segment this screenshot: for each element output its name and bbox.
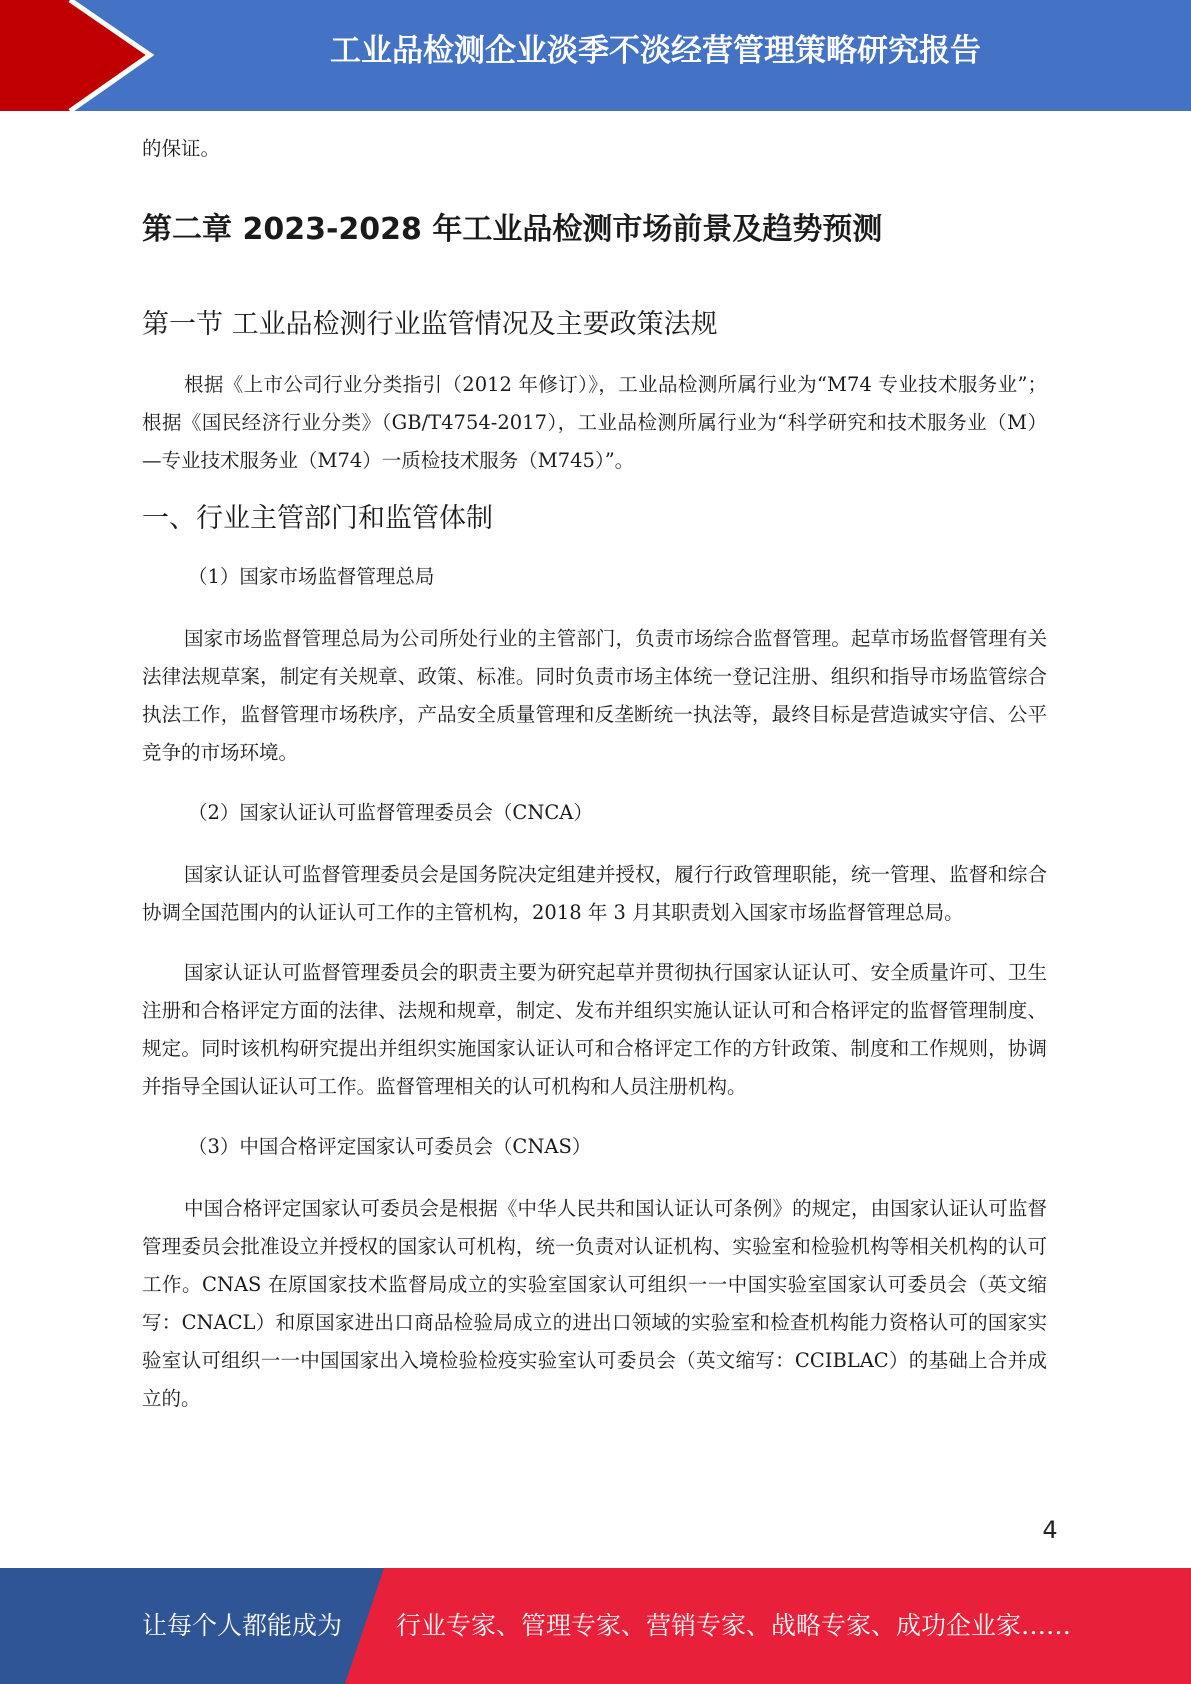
section-title: 第一节 工业品检测行业监管情况及主要政策法规: [142, 309, 718, 340]
footer-slogan-left: 让每个人都能成为: [142, 1611, 343, 1640]
page-header: [0, 0, 1191, 111]
paragraph-cnca-duties: 国家认证认可监督管理委员会的职责主要为研究起草并贯彻执行国家认证认可、安全质量许可、卫生注册和合格评定方面的法律、法规和规章，制定、发布并组织实施认证认可和合格评定的监督管理制度、规定。同时该机构研究提出并组织实施国家认证认可和合格评定工作的方针政策、制度和工作规则，协调并指导全国认证认可工作。监督管理相关的认可机构和人员注册机构。: [142, 961, 1047, 1098]
subsection-title: 一、行业主管部门和监管体制: [142, 503, 493, 534]
paragraph-continuation: 的保证。: [142, 137, 221, 160]
header-red-chevron: [0, 0, 150, 111]
page-footer: [0, 1568, 1191, 1684]
list-item-samr: （1）国家市场监督管理总局: [188, 565, 435, 588]
list-item-cnca: （2）国家认证认可监督管理委员会（CNCA）: [188, 801, 593, 824]
paragraph-samr: 国家市场监督管理总局为公司所处行业的主管部门，负责市场综合监督管理。起草市场监督管理有关法律法规草案，制定有关规章、政策、标准。同时负责市场主体统一登记注册、组织和指导市场监管综合执法工作，监督管理市场秩序，产品安全质量管理和反垄断统一执法等，最终目标是营造诚实守信、公平竞争的市场环境。: [142, 627, 1047, 764]
chapter-title: 第二章 2023-2028 年工业品检测市场前景及趋势预测: [142, 212, 883, 247]
paragraph-cnas: 中国合格评定国家认可委员会是根据《中华人民共和国认证认可条例》的规定，由国家认证认可监督管理委员会批准设立并授权的国家认可机构，统一负责对认证机构、实验室和检验机构等相关机构的认可工作。CNAS 在原国家技术监督局成立的实验室国家认可组织一一中国实验室国家认可委员会（英文缩写：CNACL）和原国家进出口商品检验局成立的进出口领域的实验室和检查机构能力资格认可的国家实验室认可组织一一中国国家出入境检验检疫实验室认可委员会（英文缩写：CCIBLAC）的基础上合并成立的。: [142, 1197, 1047, 1410]
list-item-cnas: （3）中国合格评定国家认可委员会（CNAS）: [188, 1135, 592, 1158]
footer-slogan-right: 行业专家、管理专家、营销专家、战略专家、成功企业家……: [396, 1611, 1072, 1640]
paragraph-cnca-intro: 国家认证认可监督管理委员会是国务院决定组建并授权，履行行政管理职能，统一管理、监督和综合协调全国范围内的认证认可工作的主管机构，2018 年 3 月其职责划入国家市场监督管理总局。: [142, 863, 1047, 924]
page-number: 4: [1042, 1516, 1058, 1544]
paragraph-industry-classification: 根据《上市公司行业分类指引（2012 年修订）》，工业品检测所属行业为“M74 专业技术服务业”；根据《国民经济行业分类》（GB/T4754-2017），工业品检测所属行业为“科学研究和技术服务业（M）—专业技术服务业（M74）一质检技术服务（M745）”。: [142, 373, 1047, 472]
document-body: [142, 130, 1047, 1418]
report-title: 工业品检测企业淡季不淡经营管理策略研究报告: [330, 33, 981, 69]
